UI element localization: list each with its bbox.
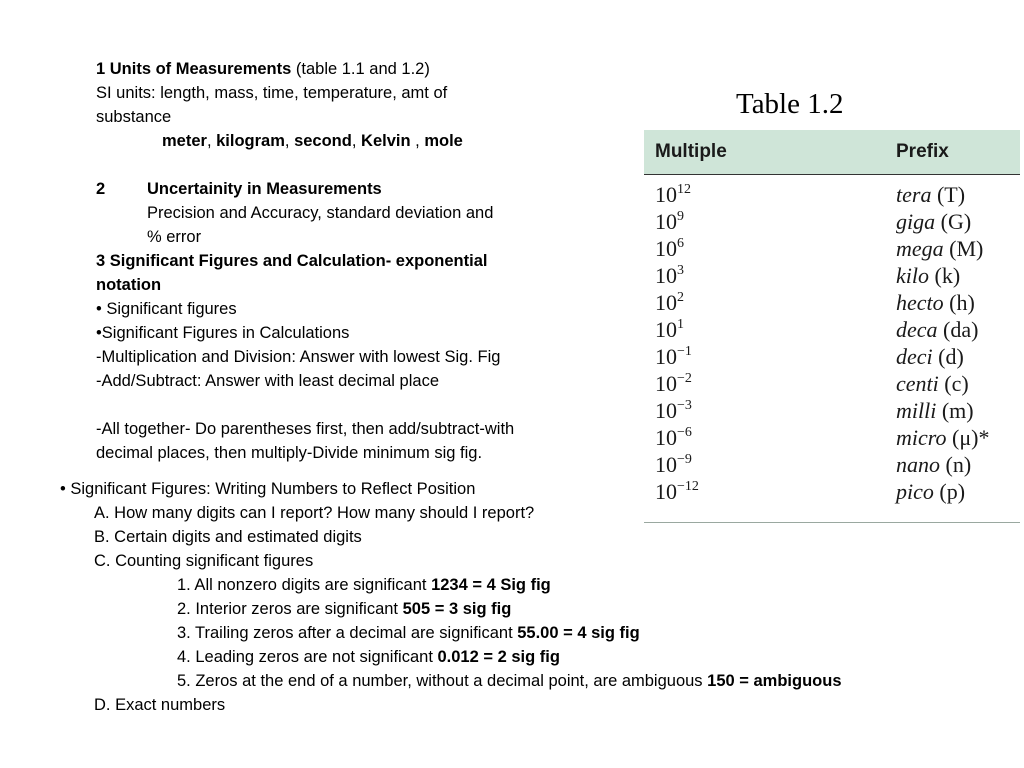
prefix-cell: nano (n) <box>896 452 972 477</box>
bullet-significant-figures: • Significant figures <box>96 300 237 318</box>
table-row <box>644 343 1020 370</box>
combined-rule-line1: -All together- Do parentheses first, then add/subtract-with <box>96 420 515 438</box>
units-heading-title: Units of Measurements <box>109 60 292 78</box>
prefix-cell: kilo (k) <box>896 263 961 288</box>
unit-separator: , <box>351 132 362 150</box>
si-units-line1: SI units: length, mass, time, temperature, amt of <box>96 84 448 102</box>
sigcalc-heading-line2: notation <box>96 276 162 294</box>
table-row <box>644 397 1020 424</box>
rule-text: 1. All nonzero digits are significant <box>177 576 432 594</box>
unit-kelvin: Kelvin <box>361 132 411 150</box>
rule-example: 1234 = 4 Sig fig <box>431 576 551 594</box>
table-row <box>644 478 1020 505</box>
rule-example: 0.012 = 2 sig fig <box>437 648 560 666</box>
prefix-cell: micro (μ)* <box>896 425 990 450</box>
table-header <box>644 130 1020 175</box>
multiple-cell: $10^9$ <box>655 209 684 234</box>
multiple-cell: $10^{-3}$ <box>655 398 692 423</box>
prefix-cell: deca (da) <box>896 317 979 342</box>
rule-example: 55.00 = 4 sig fig <box>517 624 640 642</box>
unit-separator: , <box>284 132 295 150</box>
counting-rule-2 <box>177 597 511 621</box>
bullet-sigfig-calculations: •Significant Figures in Calculations <box>96 324 350 342</box>
rule-text: 2. Interior zeros are significant <box>177 600 403 618</box>
writing-item-b: B. Certain digits and estimated digits <box>94 528 362 546</box>
multiple-cell: $10^6$ <box>655 236 684 261</box>
units-heading-reference: (table 1.1 and 1.2) <box>291 60 430 78</box>
si-units-list <box>162 129 463 153</box>
counting-rule-4 <box>177 645 560 669</box>
rule-text: 4. Leading zeros are not significant <box>177 648 438 666</box>
si-units-line2: substance <box>96 108 172 126</box>
prefix-cell: giga (G) <box>896 209 972 234</box>
multiple-cell: $10^2$ <box>655 290 684 315</box>
writing-item-a: A. How many digits can I report? How many should I report? <box>94 504 535 522</box>
table-row <box>644 424 1020 451</box>
uncertainty-number: 2 <box>96 180 106 198</box>
table-row <box>644 181 1020 208</box>
multiple-cell: $10^1$ <box>655 317 684 342</box>
multiple-cell: $10^{-9}$ <box>655 452 692 477</box>
multiplication-rule: -Multiplication and Division: Answer with lowest Sig. Fig <box>96 348 501 366</box>
column-header-prefix: Prefix <box>896 141 949 162</box>
addition-rule: -Add/Subtract: Answer with least decimal place <box>96 372 439 390</box>
prefix-cell: tera (T) <box>896 182 966 207</box>
column-header-multiple: Multiple <box>655 141 727 162</box>
table-row <box>644 316 1020 343</box>
multiple-cell: $10^{-1}$ <box>655 344 692 369</box>
prefix-cell: pico (p) <box>896 479 966 504</box>
table-row <box>644 451 1020 478</box>
unit-mole: mole <box>424 132 463 150</box>
uncertainty-heading: Uncertainity in Measurements <box>147 180 382 198</box>
unit-separator: , <box>206 132 217 150</box>
combined-rule-line2: decimal places, then multiply-Divide minimum sig fig. <box>96 444 483 462</box>
prefix-cell: deci (d) <box>896 344 964 369</box>
multiple-cell: $10^{-12}$ <box>655 479 699 504</box>
prefix-table <box>644 130 1020 523</box>
unit-kilogram: kilogram <box>216 132 285 150</box>
rule-example: 505 = 3 sig fig <box>402 600 512 618</box>
prefix-cell: centi (c) <box>896 371 969 396</box>
rule-text: 3. Trailing zeros after a decimal are significant <box>177 624 518 642</box>
uncertainty-line1: Precision and Accuracy, standard deviation and <box>147 204 494 222</box>
counting-rule-1 <box>177 573 551 597</box>
prefix-cell: milli (m) <box>896 398 974 423</box>
table-row <box>644 370 1020 397</box>
rule-example: 150 = ambiguous <box>707 672 842 690</box>
sigcalc-heading-line1: 3 Significant Figures and Calculation- exponential <box>96 252 488 270</box>
unit-separator: , <box>410 132 425 150</box>
uncertainty-line2: % error <box>147 228 202 246</box>
rule-text: 5. Zeros at the end of a number, without a decimal point, are ambiguous <box>177 672 708 690</box>
table-row <box>644 235 1020 262</box>
units-heading <box>96 57 430 81</box>
writing-item-d: D. Exact numbers <box>94 696 226 714</box>
multiple-cell: $10^{-6}$ <box>655 425 692 450</box>
table-row <box>644 289 1020 316</box>
multiple-cell: $10^3$ <box>655 263 684 288</box>
units-heading-number: 1 <box>96 60 110 78</box>
prefix-cell: hecto (h) <box>896 290 975 315</box>
multiple-cell: $10^{-2}$ <box>655 371 692 396</box>
table-row <box>644 262 1020 289</box>
counting-rule-5 <box>177 669 842 693</box>
writing-item-c: C. Counting significant figures <box>94 552 314 570</box>
unit-meter: meter <box>162 132 207 150</box>
table-title: Table 1.2 <box>736 88 844 120</box>
unit-second: second <box>294 132 352 150</box>
counting-rule-3 <box>177 621 640 645</box>
table-row <box>644 208 1020 235</box>
writing-numbers-heading: • Significant Figures: Writing Numbers to Reflect Position <box>60 480 476 498</box>
multiple-cell: $10^{12}$ <box>655 182 691 207</box>
prefix-cell: mega (M) <box>896 236 984 261</box>
